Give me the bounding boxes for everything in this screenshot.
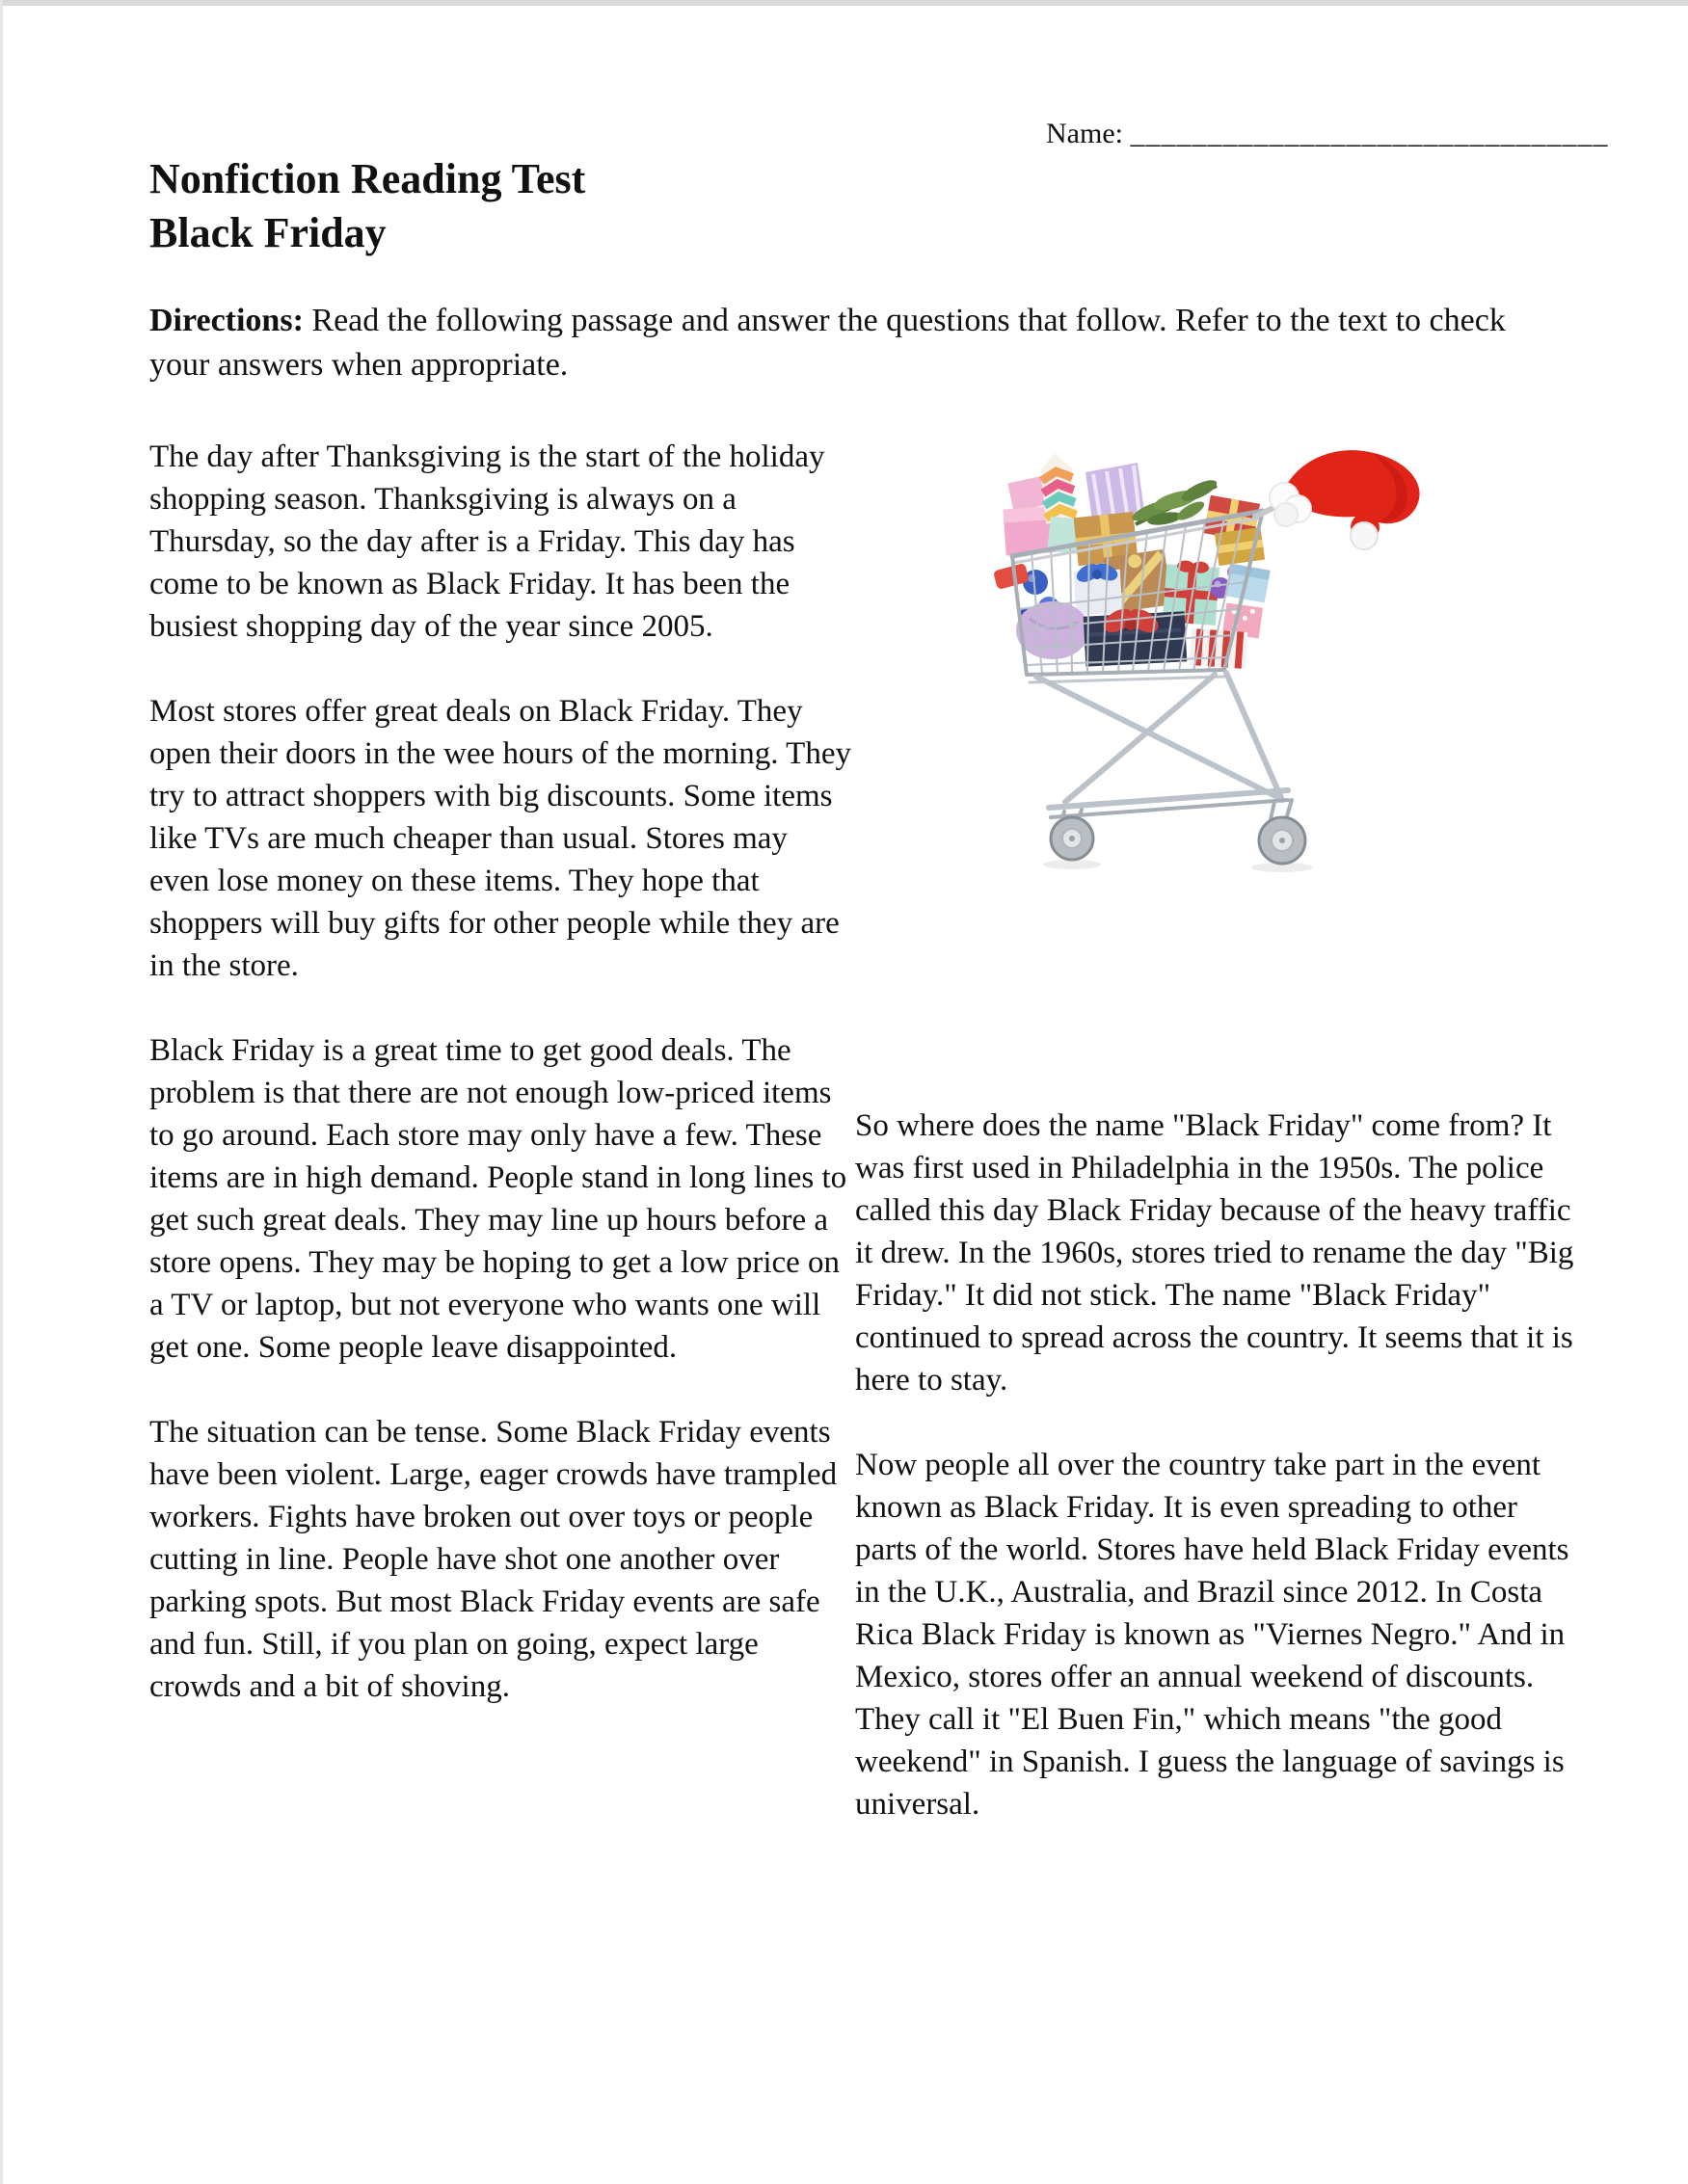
wheels-group	[1043, 817, 1313, 872]
page-title-line2: Black Friday	[149, 209, 387, 256]
scan-edge-top	[0, 0, 1688, 6]
directions	[149, 299, 1562, 387]
passage-paragraph-6: Now people all over the country take part in the event known as Black Friday. It is even spreading to other parts of the world. Stores have held Black Friday events in the U.K., Australia, and Brazil since 2012. In Costa Rica Black Friday is known as "Viernes Negro." And in Mexico, stores offer an annual weekend of discounts. They call it "El Buen Fin," which means "the good weekend" in Spanish. I guess the language of savings is universal.	[855, 1448, 1569, 1822]
cart-photo	[993, 426, 1465, 889]
directions-text: Read the following passage and answer the questions that follow. Refer to the text to check your answers when appropriate.	[149, 303, 1506, 383]
passage-paragraph-4: The situation can be tense. Some Black Friday events have been violent. Large, eager crowds have trampled workers. Fights have broken out over toys or people cutting in line. People have shot one another over parking spots. But most Black Friday events are safe and fun. Still, if you plan on going, expect large crowds and a bit of shoving.	[149, 1415, 838, 1704]
passage-left-column	[149, 436, 851, 1750]
name-blank-line: _______________________________	[1130, 118, 1609, 149]
passage-paragraph-2: Most stores offer great deals on Black Friday. They open their doors in the wee hours of the morning. They try to attract shoppers with big discounts. Some items like TVs are much cheaper than usual. Stores may even lose money on these items. They hope that shoppers will buy gifts for other people while they are in the store.	[149, 694, 851, 983]
name-row	[1046, 118, 1608, 150]
name-label: Name:	[1046, 118, 1123, 149]
page-title-line1: Nonfiction Reading Test	[149, 155, 586, 202]
passage-paragraph-1: The day after Thanksgiving is the start of the holiday shopping season. Thanksgiving is always on a Thursday, so the day after is a Friday. This day has come to be known as Black Friday. It has been the busiest shopping day of the year since 2005.	[149, 439, 825, 644]
passage-paragraph-3: Black Friday is a great time to get good deals. The problem is that there are not enough low-priced items to go around. Each store may only have a few. These items are in high demand. People stand in long lines to get such great deals. They may line up hours before a store opens. They may be hoping to get a low price on a TV or laptop, but not everyone who wants one will get one. Some people leave disappointed.	[149, 1033, 847, 1365]
passage-paragraph-5: So where does the name "Black Friday" come from? It was first used in Philadelphia in the 1950s. The police called this day Black Friday because of the heavy traffic it drew. In the 1960s, stores tried to rename the day "Big Friday." It did not stick. The name "Black Friday" continued to spread across the country. It seems that it is here to stay.	[855, 1108, 1574, 1398]
santa-hat-icon	[1270, 450, 1420, 549]
scan-edge-left	[0, 0, 3, 2184]
chassis-group	[1036, 673, 1292, 827]
shopping-cart-illustration	[993, 426, 1465, 889]
directions-label: Directions:	[149, 303, 304, 338]
page-title	[149, 152, 585, 260]
passage-right-column	[855, 1105, 1586, 1868]
